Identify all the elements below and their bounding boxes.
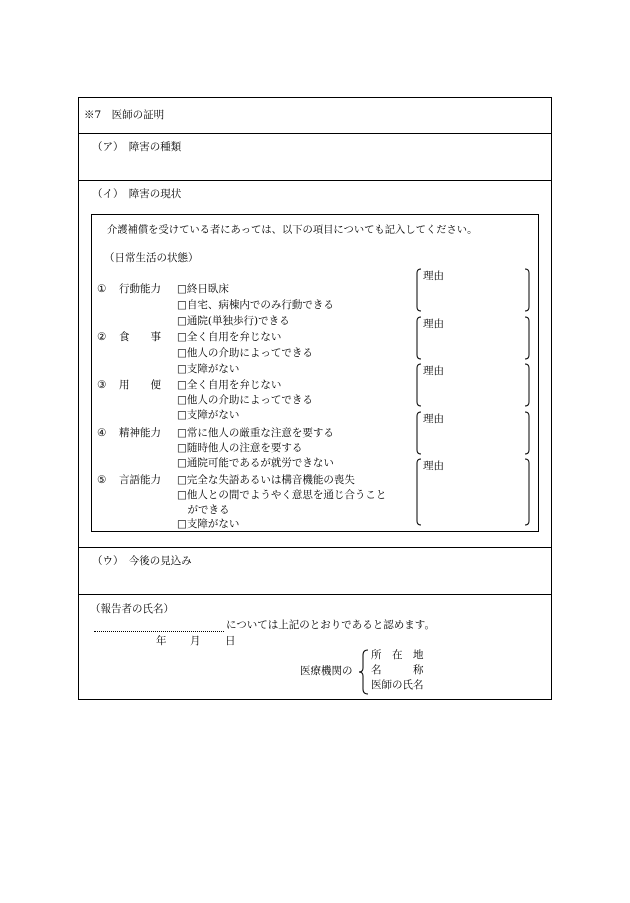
option-checkbox[interactable]: □随時他人の注意を要する — [177, 442, 303, 454]
divider — [78, 133, 552, 134]
option-continuation: ができる — [177, 504, 230, 516]
reason-label: 理由 — [423, 365, 444, 377]
divider — [78, 594, 552, 595]
reporter-name-line[interactable] — [94, 631, 224, 632]
option-checkbox[interactable]: □完全な失語あるいは構音機能の喪失 — [177, 474, 355, 486]
month-label: 月 — [190, 635, 201, 647]
option-checkbox[interactable]: □終日臥床 — [177, 283, 229, 295]
divider — [78, 180, 552, 181]
item-number: ⑤ — [97, 474, 107, 486]
certify-text: については上記のとおりであると認めます。 — [226, 619, 435, 631]
section-a-label: （ア） 障害の種類 — [92, 141, 182, 153]
reason-label: 理由 — [423, 270, 444, 282]
institution-brace — [358, 649, 370, 695]
option-checkbox[interactable]: □全く自用を弁じない — [177, 379, 282, 391]
item-number: ④ — [97, 427, 107, 439]
institution-label: 医療機関の — [300, 665, 353, 677]
item-label: 行動能力 — [119, 283, 161, 295]
item-number: ② — [97, 331, 107, 343]
form-header: ※7 医師の証明 — [84, 109, 165, 121]
item-number: ③ — [97, 379, 107, 391]
option-checkbox[interactable]: □自宅、病棟内でのみ行動できる — [177, 299, 334, 311]
institution-address-label: 所 在 地 — [371, 649, 424, 661]
reason-label: 理由 — [423, 318, 444, 330]
option-checkbox[interactable]: □他人の介助によってできる — [177, 347, 313, 359]
option-checkbox[interactable]: □支障がない — [177, 363, 240, 375]
option-checkbox[interactable]: □他人の介助によってできる — [177, 394, 313, 406]
reason-label: 理由 — [423, 413, 444, 425]
option-checkbox[interactable]: □通院可能であるが就労できない — [177, 457, 334, 469]
year-label: 年 — [156, 635, 167, 647]
item-number: ① — [97, 283, 107, 295]
reporter-name-label: （報告者の氏名） — [90, 603, 174, 615]
item-label: 言語能力 — [119, 474, 161, 486]
daily-life-subtitle: （日常生活の状態） — [104, 252, 199, 264]
option-checkbox[interactable]: □全く自用を弁じない — [177, 331, 282, 343]
day-label: 日 — [225, 635, 236, 647]
item-label: 食 事 — [119, 331, 161, 343]
divider — [78, 547, 552, 548]
item-label: 用 便 — [119, 379, 161, 391]
option-checkbox[interactable]: □支障がない — [177, 518, 240, 530]
option-checkbox[interactable]: □通院(単独歩行)できる — [177, 315, 290, 327]
item-label: 精神能力 — [119, 427, 161, 439]
option-checkbox[interactable]: □支障がない — [177, 409, 240, 421]
section-u-label: （ウ） 今後の見込み — [92, 555, 192, 567]
section-i-label: （イ） 障害の現状 — [92, 188, 182, 200]
option-checkbox[interactable]: □他人との間でようやく意思を通じ合うこと — [177, 489, 387, 501]
institution-name-label: 名 称 — [371, 664, 424, 676]
instruction-text: 介護補償を受けている者にあっては、以下の項目についても記入してください。 — [107, 224, 478, 236]
option-checkbox[interactable]: □常に他人の厳重な注意を要する — [177, 427, 334, 439]
doctor-name-label: 医師の氏名 — [371, 679, 424, 691]
reason-label: 理由 — [423, 460, 444, 472]
